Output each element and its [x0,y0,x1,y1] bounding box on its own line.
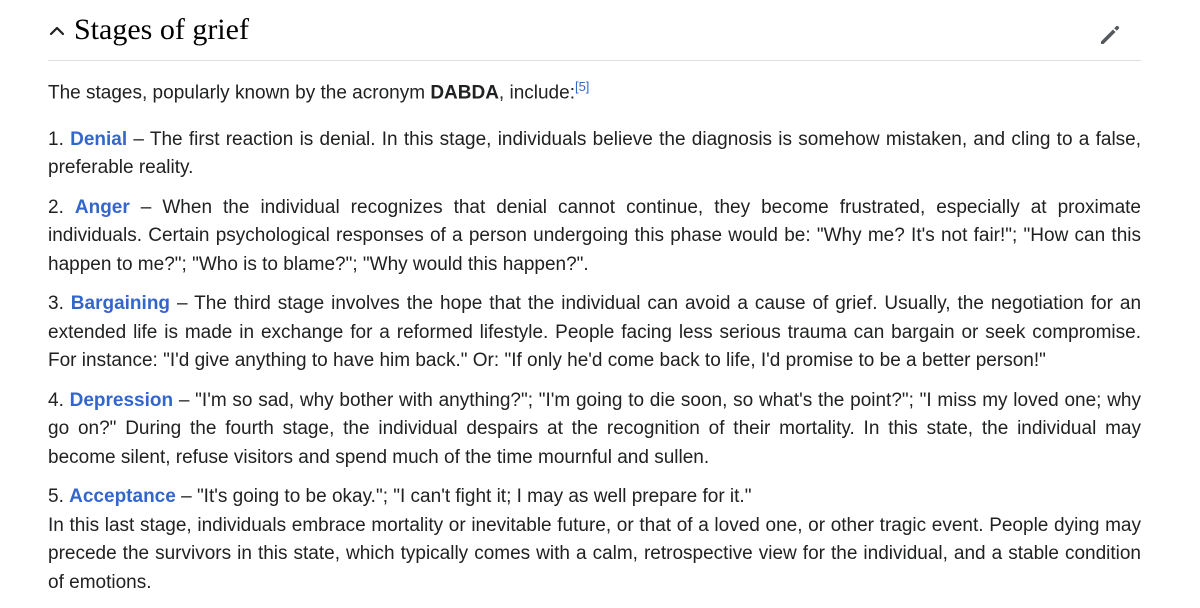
stage-link-bargaining[interactable]: Bargaining [70,293,171,315]
stage-dash: – [173,389,196,411]
stage-description: The first reaction is denial. In this stage, individuals believe the diagnosis is somehow mistaken, and cling to a false, preferable reality. [48,128,1142,179]
stage-description: When the individual recognizes that denial cannot continue, they become frustrated, especially at proximate individuals. Certain psychological responses of a person undergoing this phase would be: "Why me? It's not fair!"; "How can this happen to me?"; "Who is to blame?"; "Why would this happen?". [48,196,1141,275]
stage-dash: – [175,486,197,508]
stage-link-depression[interactable]: Depression [69,389,174,411]
pencil-icon[interactable] [1097,22,1123,48]
section-content [48,73,1141,608]
stage-description: In this last stage, individuals embrace mortality or inevitable future, or that of a loved one, or other tragic event. People dying may precede the survivors in this state, which typically comes with a calm, retrospective view for the individual, and a stable condition of emotions. [48,514,1141,593]
acronym: DABDA [430,82,499,104]
stage-item [48,483,1141,597]
stage-quote: "It's going to be okay."; "I can't fight it; I may as well prepare for it." [196,486,752,508]
stage-dash: – [129,196,163,218]
stage-description: "I'm so sad, why bother with anything?"; "I'm going to die soon, so what's the point?"; "I miss my loved one; why go on?" During the fourth stage, the individual despairs at the recognition of their mortality. In this state, the individual may become silent, refuse visitors and spend much of the time mournful and sullen. [48,389,1141,468]
stage-item [48,387,1141,473]
stage-description: The third stage involves the hope that the individual can avoid a cause of grief. Usually, the negotiation for an extended life is made in exchange for a reformed lifestyle. People facing less serious trauma can bargain or seek compromise. For instance: "I'd give anything to have him back." Or: "If only he'd come back to life, I'd promise to be a better person!" [48,293,1142,372]
chevron-up-icon[interactable] [48,22,66,40]
stage-number: 5. [48,486,64,508]
section-title: Stages of grief [74,13,249,46]
stage-item [48,126,1141,183]
stage-dash: – [170,293,195,315]
stage-dash: – [127,128,150,150]
stage-number: 4. [48,389,64,411]
intro-text: The stages, popularly known by the acronym [48,82,431,104]
intro-text-end: , include: [498,82,575,104]
stage-item [48,194,1141,280]
stage-number: 2. [48,196,64,218]
stage-link-acceptance[interactable]: Acceptance [69,486,176,508]
stage-link-denial[interactable]: Denial [70,128,128,150]
stage-link-anger[interactable]: Anger [74,196,130,218]
section-heading [48,0,1141,61]
stage-number: 3. [48,293,64,315]
stage-number: 1. [48,128,64,150]
stage-item [48,290,1141,376]
intro-paragraph [48,73,1141,108]
citation-link[interactable]: [5] [574,79,590,94]
